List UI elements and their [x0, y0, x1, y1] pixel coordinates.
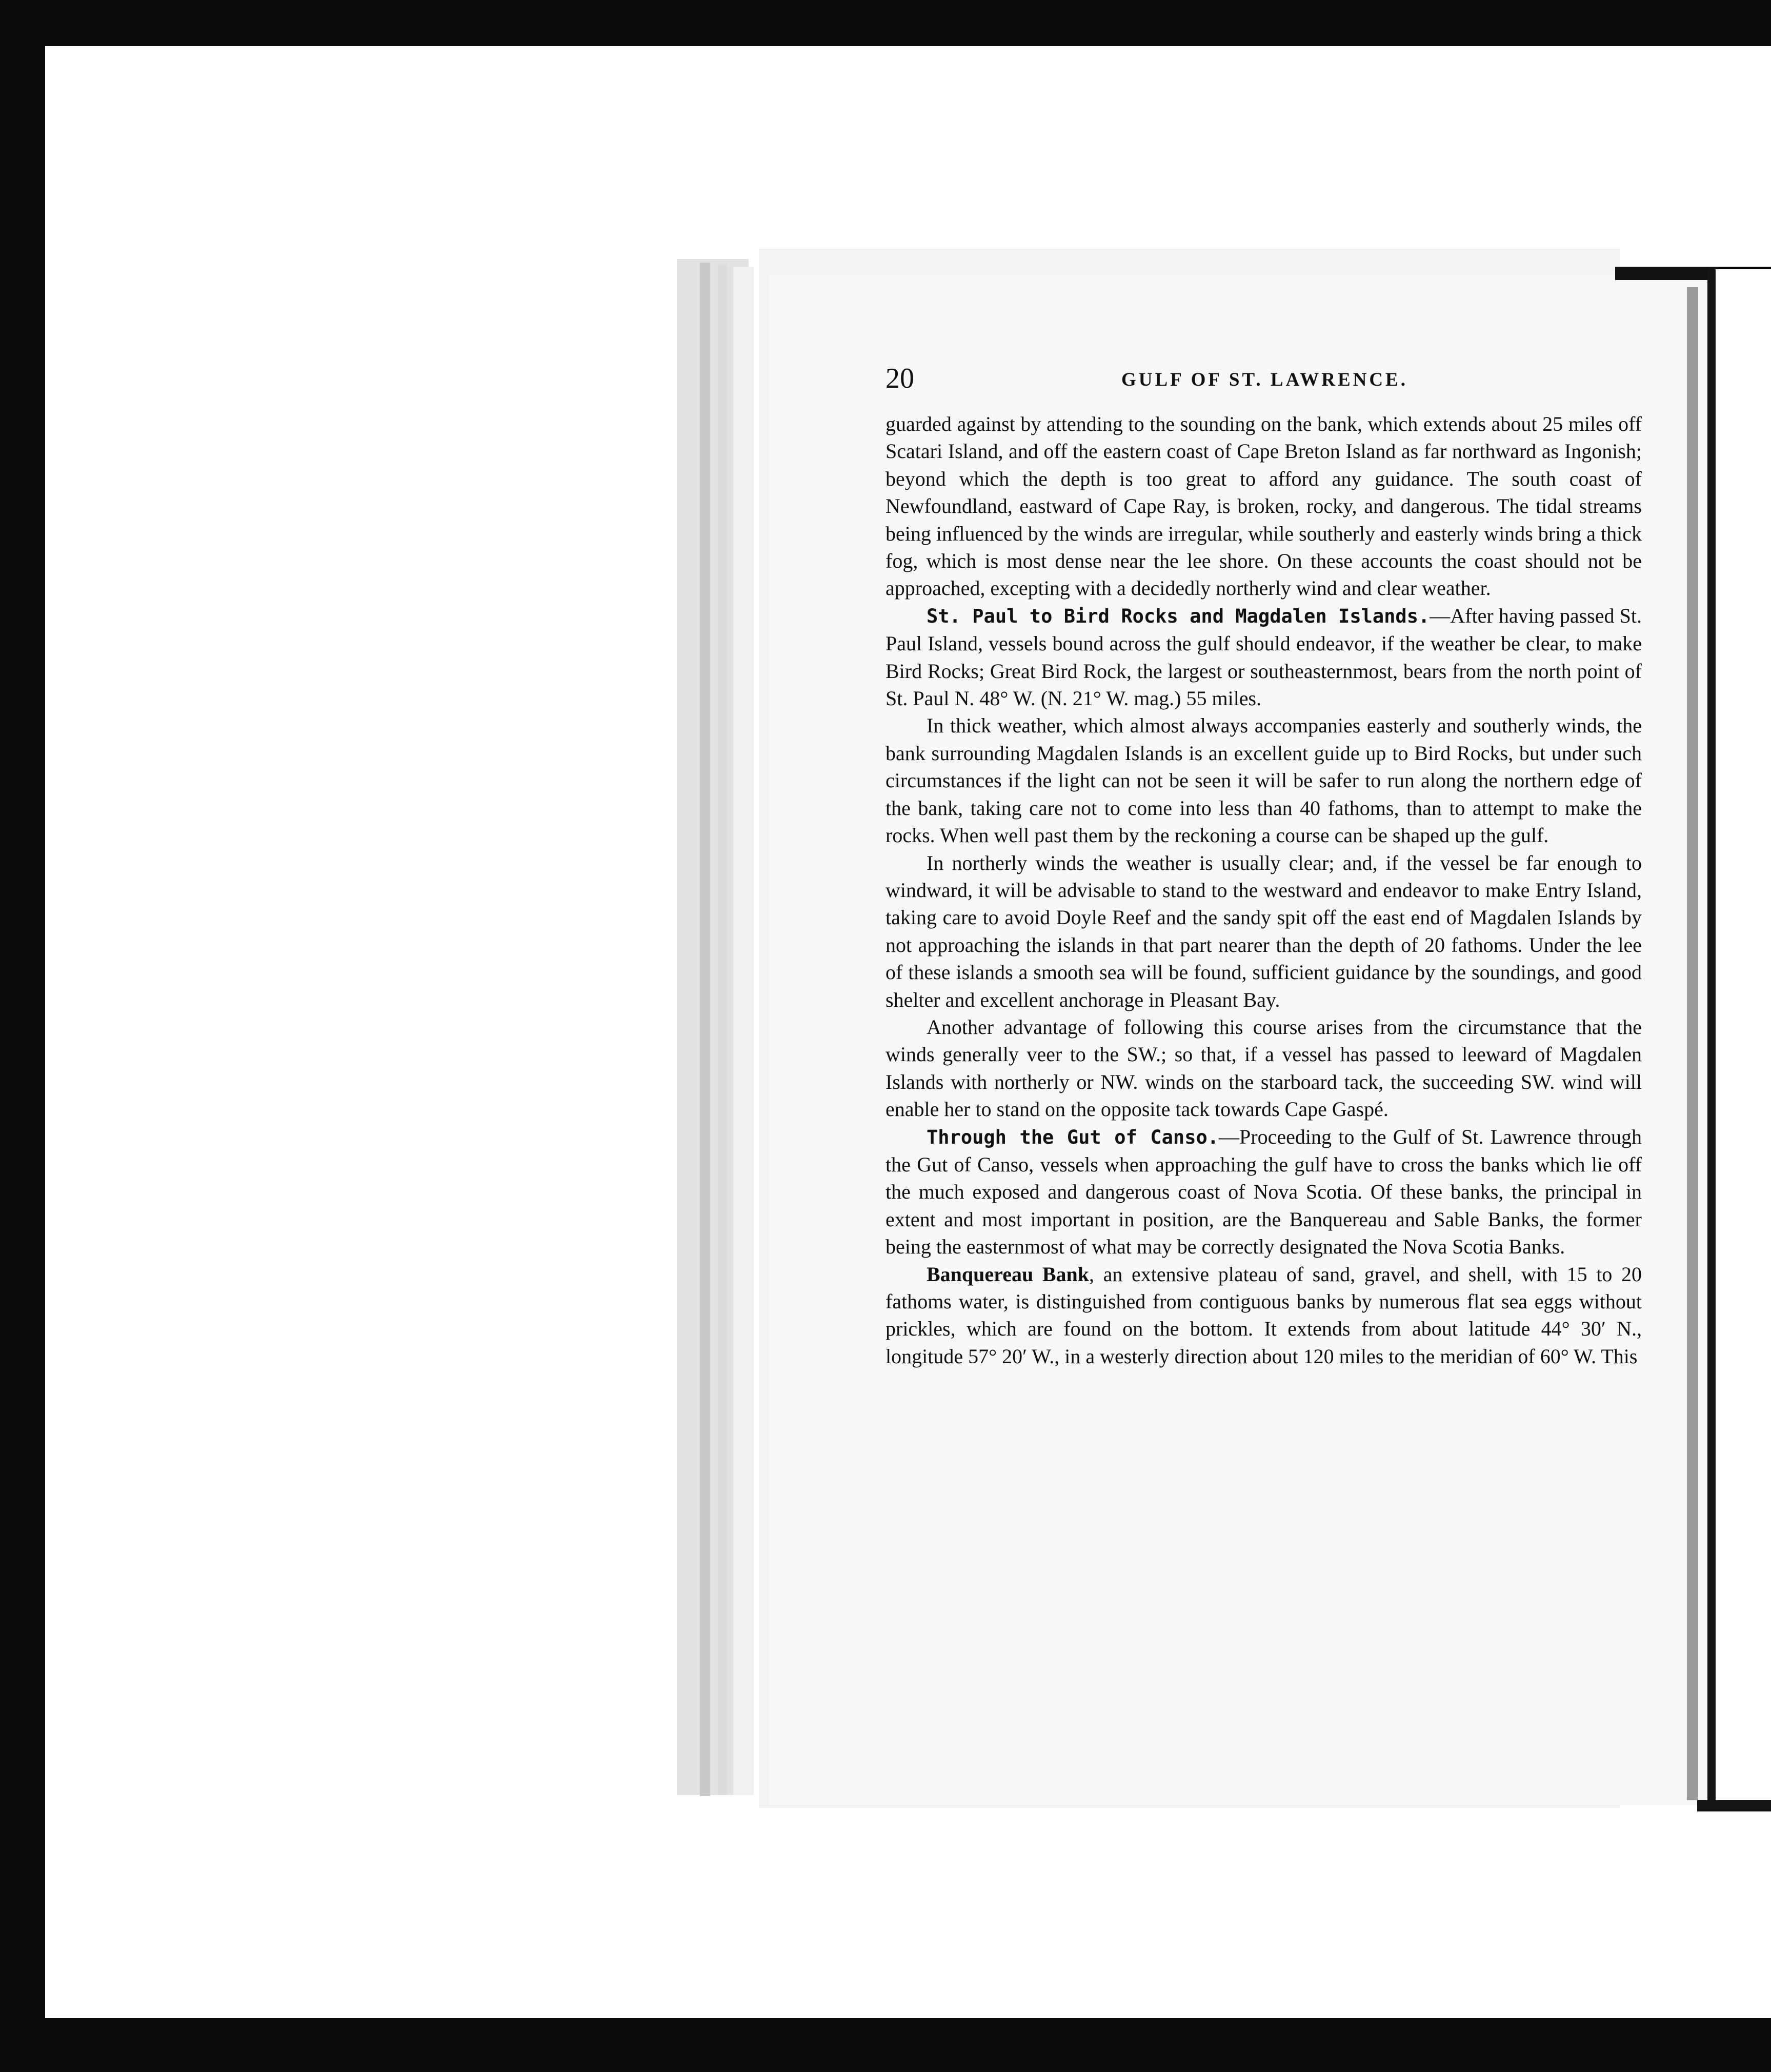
paragraph [886, 410, 1642, 602]
page-edge [700, 263, 710, 1796]
paragraph-text: , an extensive plateau of sand, gravel, and shell, with 15 to 20 fathoms water, is distinguished from contiguous banks by numerous flat sea eggs without prickles, which are found on the bottom. It extends from about latitude 44° 30′ N., longitude 57° 20′ W., in a westerly direction about 120 miles to the meridian of 60° W. This [886, 1262, 1642, 1368]
paragraph [886, 602, 1642, 712]
cover-edge-bottom [1697, 1800, 1771, 1811]
gutter-edge [1687, 287, 1698, 1800]
lead-term: Banquereau Bank [927, 1262, 1090, 1286]
paragraph-text: Another advantage of following this course arises from the circumstance that the winds generally veer to the SW.; so that, if a vessel has passed to leeward of Magdalen Islands with northerly or NW. winds on the starboard tack, the succeeding SW. wind will enable her to stand on the opposite tack towards Cape Gaspé. [886, 1015, 1642, 1121]
facing-page-strip [1707, 269, 1771, 1808]
page-number: 20 [886, 363, 914, 394]
running-head [886, 363, 1644, 394]
paragraph [886, 1013, 1642, 1123]
paragraph-text: In northerly winds the weather is usually clear; and, if the vessel be far enough to windward, it will be advisable to stand to the westward and endeavor to make Entry Island, taking care to avoid Doyle Reef and the sandy spit off the east end of Magdalen Islands by not approaching the islands in that part nearer than the depth of 20 fathoms. Under the lee of these islands a smooth sea will be found, sufficient guidance by the soundings, and good shelter and excellent anchorage in Pleasant Bay. [886, 851, 1642, 1011]
body-text [886, 410, 1642, 1370]
page-edge [733, 267, 754, 1795]
paragraph-text: —After having passed St. Paul Island, vessels bound across the gulf should endeavor, if the weather be clear, to make Bird Rocks; Great Bird Rock, the largest or southeasternmost, bears from the north point of St. Paul N. 48° W. (N. 21° W. mag.) 55 miles. [886, 604, 1642, 710]
scan-border-top [0, 0, 1771, 46]
page-header-title: GULF OF ST. LAWRENCE. [1121, 369, 1408, 390]
section-heading: Through the Gut of Canso. [927, 1126, 1219, 1148]
paragraph-text: In thick weather, which almost always accompanies easterly and southerly winds, the bank surrounding Magdalen Islands is an excellent guide up to Bird Rocks, but under such circumstances if the light can not be seen it will be safer to run along the northern edge of the bank, taking care not to come into less than 40 fathoms, than to attempt to make the rocks. When well past them by the reckoning a course can be shaped up the gulf. [886, 714, 1642, 847]
scan-border-left [0, 0, 45, 2072]
scan-border-bottom [0, 2018, 1771, 2072]
paragraph-text: guarded against by attending to the sounding on the bank, which extends about 25 miles off Scatari Island, and off the eastern coast of Cape Breton Island as far northward as Ingonish; beyond which the depth is too great to afford any guidance. The south coast of Newfoundland, eastward of Cape Ray, is broken, rocky, and dangerous. The tidal streams being influenced by the winds are irregular, while southerly and easterly winds bring a thick fog, which is most dense near the lee shore. On these accounts the coast should not be approached, excepting with a decidedly northerly wind and clear weather. [886, 412, 1642, 600]
paragraph [886, 849, 1642, 1013]
page-edge [718, 264, 727, 1795]
paragraph-text: —Proceeding to the Gulf of St. Lawrence through the Gut of Canso, vessels when approaching the gulf have to cross the banks which lie off the much exposed and dangerous coast of Nova Scotia. Of these banks, the principal in extent and most important in position, are the Banquereau and Sable Banks, the former being the easternmost of what may be correctly designated the Nova Scotia Banks. [886, 1125, 1642, 1259]
paragraph [886, 1123, 1642, 1261]
paragraph [886, 1261, 1642, 1370]
section-heading: St. Paul to Bird Rocks and Magdalen Islands. [927, 605, 1430, 627]
paragraph [886, 712, 1642, 849]
